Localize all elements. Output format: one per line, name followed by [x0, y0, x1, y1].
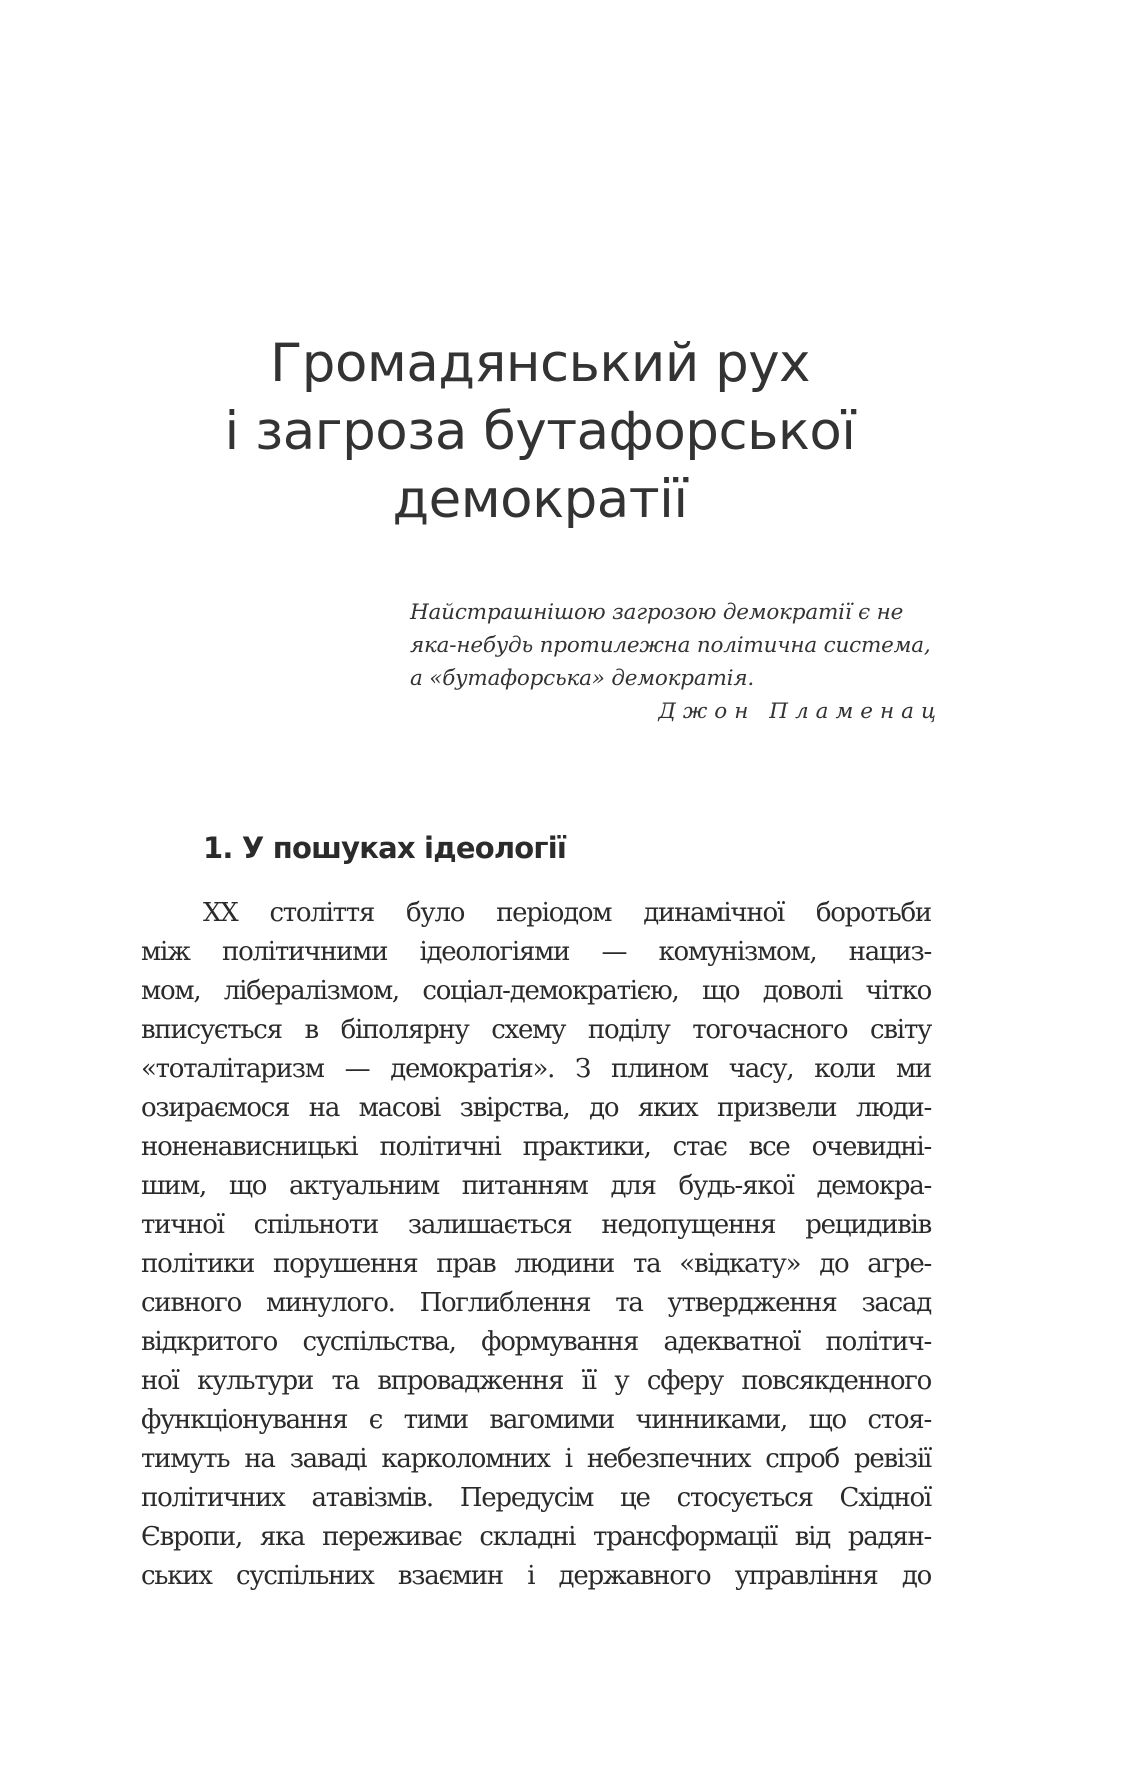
paragraph-line: ських суспільних взаємин і державного управління до — [141, 1561, 931, 1591]
paragraph-line: політики порушення прав людини та «відкату» до агре- — [141, 1249, 931, 1279]
paragraph-line: політичних атавізмів. Передусім це стосується Східної — [141, 1483, 931, 1513]
paragraph-line: сивного минулого. Поглиблення та утвердження засад — [141, 1288, 931, 1318]
chapter-title-line: Громадянський рух — [269, 333, 811, 394]
paragraph-line: озираємося на масові звірства, до яких призвели люди- — [141, 1093, 931, 1123]
paragraph-line: вписується в біполярну схему поділу тогочасного світу — [141, 1015, 931, 1045]
paragraph-line: тимуть на заваді карколомних і небезпечних спроб ревізії — [141, 1444, 931, 1474]
paragraph-line: ної культури та впровадження її у сферу повсякденного — [141, 1366, 931, 1396]
epigraph-line: яка-небудь протилежна політична система, — [410, 633, 931, 658]
paragraph-line: функціонування є тими вагомими чинниками, що стоя- — [141, 1405, 931, 1435]
chapter-title-line: демократії — [392, 469, 688, 530]
body-paragraph — [141, 894, 931, 1596]
paragraph-line: між політичними ідеологіями — комунізмом, нациз- — [141, 937, 931, 967]
paragraph-line: шим, що актуальним питанням для будь-якої демокра- — [141, 1171, 931, 1201]
paragraph-line: ноненависницькі політичні практики, стає все очевидні- — [141, 1132, 931, 1162]
paragraph-line: Європи, яка переживає складні трансформації від радян- — [141, 1522, 931, 1552]
paragraph-line: XX століття було періодом динамічної боротьби — [203, 898, 931, 928]
paragraph-line: «тоталітаризм — демократія». З плином часу, коли ми — [141, 1054, 931, 1084]
epigraph-line: Найстрашнішою загрозою демократії є не — [410, 600, 904, 625]
paragraph-line: тичної спільноти залишається недопущення рецидивів — [141, 1210, 931, 1240]
chapter-title — [140, 330, 940, 534]
epigraph-line: а «бутафорська» демократія. — [410, 666, 755, 691]
section-heading: 1. У пошуках ідеології — [203, 831, 567, 865]
epigraph-author: Джон Пламенац — [658, 699, 943, 724]
paragraph-line: мом, лібералізмом, соціал-демократією, що доволі чітко — [141, 976, 931, 1006]
epigraph — [410, 596, 943, 728]
paragraph-line: відкритого суспільства, формування адекватної політич- — [141, 1327, 931, 1357]
chapter-title-line: і загроза бутафорської — [224, 401, 856, 462]
